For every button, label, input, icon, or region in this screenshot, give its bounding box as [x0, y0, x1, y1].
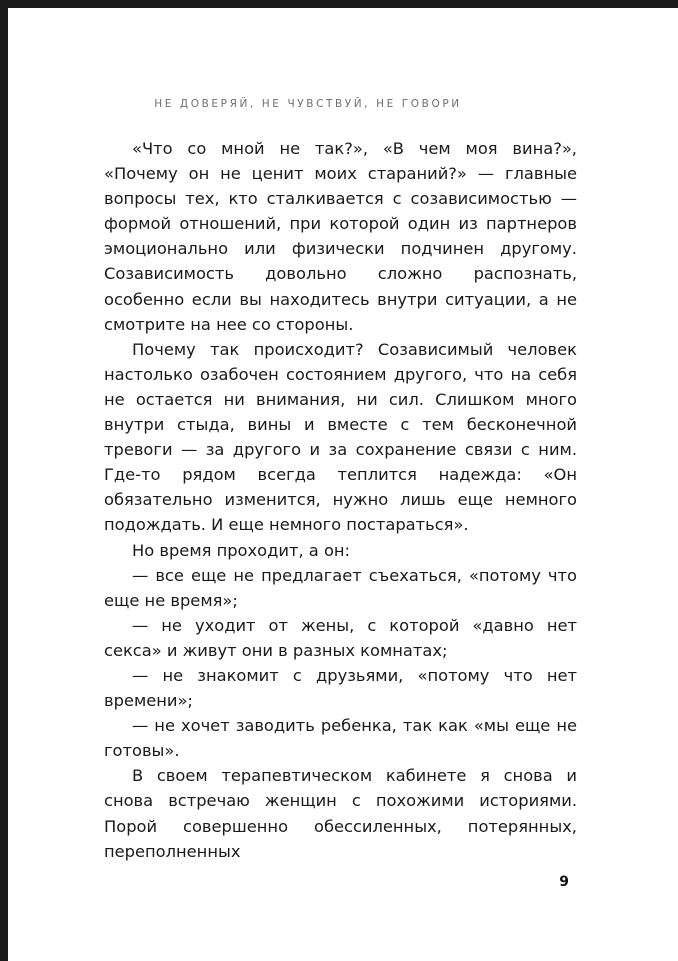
list-item: — не хочет заводить ребенка, так как «мы еще не готовы». — [104, 716, 577, 761]
running-header: НЕ ДОВЕРЯЙ, НЕ ЧУВСТВУЙ, НЕ ГОВОРИ — [154, 98, 462, 110]
list-item: — все еще не предлагает съехаться, «потому что еще не время»; — [104, 565, 577, 610]
paragraph-1: «Что со мной не так?», «В чем моя вина?», «Почему он не ценит моих стараний?» — главные вопросы тех, кто сталкивается с созависимостью — формой отношений, при которой один из партнеров эмоционально или физически подчинен другому. Созависимость довольно сложно распознать, особенно если вы находитесь внутри ситуации, а не смотрите на нее со стороны. — [104, 139, 577, 334]
book-page — [8, 8, 678, 961]
page-frame-left — [0, 0, 8, 961]
page-content-area — [8, 8, 678, 961]
page-frame-top — [0, 0, 678, 8]
list-item: — не знакомит с друзьями, «потому что нет времени»; — [104, 665, 577, 711]
page-number: 9 — [559, 874, 569, 890]
list-item: — не уходит от жены, с которой «давно нет секса» и живут они в разных комнатах; — [104, 615, 577, 660]
paragraph-4: В своем терапевтическом кабинете я снова и снова встречаю женщин с похожими историями. Порой совершенно обессиленных, потерянных, переполненных — [104, 766, 577, 861]
body-text-block — [104, 136, 577, 864]
paragraph-3: Но время проходит, а он: — [132, 540, 351, 560]
paragraph-2: Почему так происходит? Созависимый человек настолько озабочен состоянием другого, что на себя не остается ни внимания, ни сил. Слишком много внутри стыда, вины и вместе с тем бесконечной тревоги — за другого и за сохранение связи с ним. Где-то рядом всегда теплится надежда: «Он обязательно изменится, нужно лишь еще немного подождать. И еще немного постараться». — [104, 339, 577, 535]
